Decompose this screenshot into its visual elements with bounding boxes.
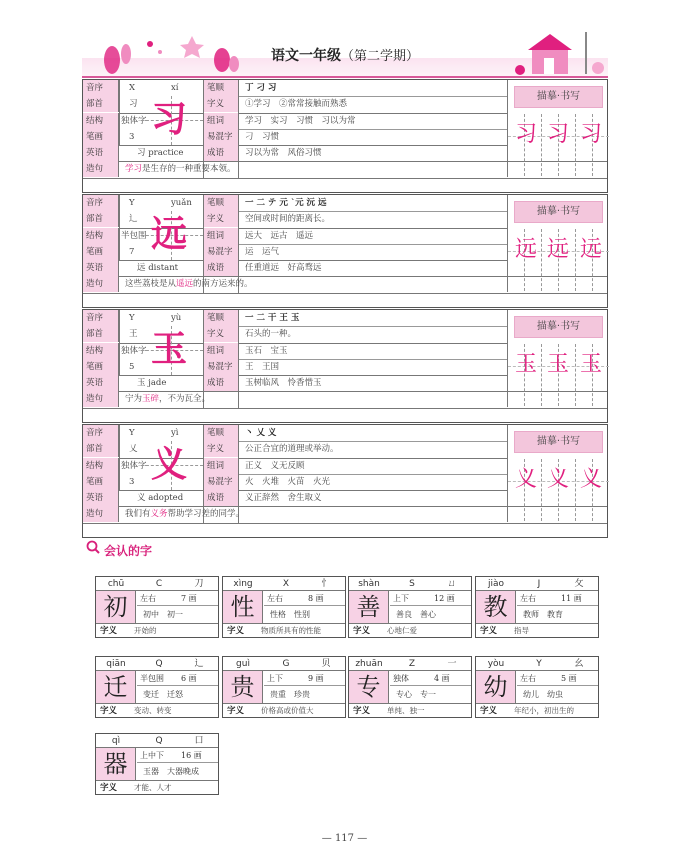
pinyin-order-label: 音序 [83, 195, 119, 211]
structure-label: 结构 [83, 113, 119, 129]
idioms-value: 习以为常 风俗习惯 [245, 148, 322, 158]
idioms-label: 成语 [204, 260, 238, 276]
card-meaning-label: 字义 [480, 626, 498, 636]
char-entry [82, 424, 608, 538]
stroke-order-label: 笔顺 [204, 425, 238, 441]
radical-label: 部首 [83, 211, 119, 227]
pinyin-text: yuǎn [171, 198, 192, 208]
card-strokes: 9 画 [308, 674, 324, 683]
card-meaning: 指导 [514, 626, 529, 635]
main-character: 义 [151, 444, 188, 485]
sentence-highlight: 玉碎 [142, 394, 160, 404]
main-character: 玉 [151, 329, 188, 370]
meaning-value: ①学习 ②常常接触而熟悉 [245, 99, 348, 109]
main-character: 远 [151, 214, 188, 255]
words-label: 组词 [204, 458, 238, 474]
card-words: 幼儿 幼虫 [523, 690, 563, 699]
radical-label: 部首 [83, 326, 119, 342]
words-value: 远大 远古 遥远 [245, 231, 314, 241]
known-char-card [222, 576, 346, 638]
card-initial: G [282, 659, 290, 669]
strokes-value: 7 [129, 247, 135, 257]
card-structure: 左右 [520, 674, 536, 683]
pinyin-text: xí [171, 83, 179, 93]
card-meaning-label: 字义 [353, 626, 371, 636]
card-character: 专 [349, 671, 389, 703]
meaning-label: 字义 [204, 441, 238, 457]
card-character: 善 [349, 591, 389, 623]
practice-heading: 描摹·书写 [514, 201, 603, 223]
words-label: 组词 [204, 343, 238, 359]
card-meaning: 心地仁爱 [387, 626, 417, 635]
card-radical: 忄 [321, 579, 331, 589]
structure-value: 独体字 [121, 116, 147, 126]
card-structure: 左右 [140, 594, 156, 603]
pinyin-order-label: 音序 [83, 310, 119, 326]
stroke-order-value: 丶 乂 义 [245, 428, 277, 438]
english-label: 英语 [83, 490, 119, 506]
card-character: 贵 [223, 671, 263, 703]
trace-character: 习 [546, 122, 569, 147]
magnifier-icon [86, 540, 100, 554]
sentence-start: 宁为 [125, 394, 143, 404]
char-entry [82, 309, 608, 423]
card-structure: 独体 [393, 674, 409, 683]
confusable-value: 运 运气 [245, 247, 280, 257]
strokes-label: 笔画 [83, 129, 119, 145]
meaning-label: 字义 [204, 211, 238, 227]
words-value: 玉石 宝玉 [245, 346, 288, 356]
sentence-end: 的南方运来的。 [193, 279, 253, 289]
card-words: 善良 善心 [396, 610, 436, 619]
sentence-highlight: 遥远 [176, 279, 194, 289]
trace-character: 义 [579, 467, 602, 492]
pinyin-order-label: 音序 [83, 80, 119, 96]
words-value: 正义 义无反顾 [245, 461, 305, 471]
confusable-label: 易混字 [204, 129, 238, 145]
strokes-value: 5 [129, 362, 135, 372]
confusable-label: 易混字 [204, 359, 238, 375]
sentence-end: ，不为瓦全。 [159, 394, 211, 404]
card-strokes: 5 画 [561, 674, 577, 683]
practice-heading: 描摹·书写 [514, 316, 603, 338]
structure-label: 结构 [83, 228, 119, 244]
page-number: — 117 — [321, 833, 368, 844]
card-character: 教 [476, 591, 516, 623]
card-words: 教师 教育 [523, 610, 563, 619]
sentence-end: 帮助学习差的同学。 [167, 509, 245, 519]
card-structure: 上中下 [140, 751, 164, 760]
confusable-value: 王 王国 [245, 362, 280, 372]
strokes-label: 笔画 [83, 244, 119, 260]
card-initial: C [155, 579, 163, 589]
known-char-card [95, 656, 219, 718]
card-pinyin: shàn [358, 579, 380, 589]
strokes-value: 3 [129, 477, 135, 487]
words-label: 组词 [204, 113, 238, 129]
card-pinyin: yòu [487, 659, 505, 669]
radical-value: 习 [129, 99, 138, 109]
card-radical: 一 [447, 659, 457, 669]
trace-character: 玉 [546, 352, 569, 377]
idioms-value: 任重道远 好高骛远 [245, 263, 322, 273]
trace-character: 习 [514, 122, 537, 147]
card-words: 专心 专一 [396, 690, 436, 699]
card-character: 幼 [476, 671, 516, 703]
card-strokes: 7 画 [181, 594, 197, 603]
card-structure: 上下 [267, 674, 283, 683]
pinyin-order-label: 音序 [83, 425, 119, 441]
card-initial: Q [155, 736, 163, 746]
trace-character: 远 [514, 237, 537, 262]
card-initial: S [409, 579, 415, 589]
initial-letter: Y [129, 428, 135, 438]
card-pinyin: xìng [233, 579, 253, 589]
card-meaning-label: 字义 [227, 626, 245, 636]
stroke-order-value: 丁 刁 习 [245, 83, 277, 93]
card-words: 变迁 迁怒 [143, 690, 183, 699]
card-strokes: 11 画 [561, 594, 582, 603]
card-words: 初中 初一 [143, 610, 183, 619]
card-meaning: 变动、转变 [134, 706, 172, 715]
card-meaning: 年纪小，初出生的 [514, 706, 574, 715]
structure-value: 独体字 [121, 461, 147, 471]
card-meaning-label: 字义 [353, 706, 371, 716]
stroke-order-label: 笔顺 [204, 310, 238, 326]
card-radical: 攵 [574, 579, 584, 589]
sentence-end: 是生存的一种重要本领。 [142, 164, 236, 174]
card-words: 性格 性别 [270, 610, 310, 619]
words-label: 组词 [204, 228, 238, 244]
stroke-order-label: 笔顺 [204, 195, 238, 211]
card-initial: X [282, 579, 290, 589]
confusable-label: 易混字 [204, 244, 238, 260]
subtitle-text: （第二学期） [340, 49, 419, 64]
page-title [82, 45, 608, 65]
card-words: 玉器 大器晚成 [143, 767, 199, 776]
card-strokes: 12 画 [434, 594, 455, 603]
idioms-label: 成语 [204, 375, 238, 391]
stroke-order-value: 一 二 干 王 玉 [245, 313, 300, 323]
card-initial: Z [408, 659, 416, 669]
card-radical: 刀 [194, 579, 204, 589]
english-value: 远 distant [137, 263, 179, 273]
radical-value: 辶 [129, 214, 138, 224]
english-label: 英语 [83, 375, 119, 391]
radical-label: 部首 [83, 96, 119, 112]
radical-label: 部首 [83, 441, 119, 457]
practice-area[interactable] [507, 425, 608, 522]
sentence-label: 造句 [83, 276, 119, 292]
idioms-label: 成语 [204, 145, 238, 161]
stroke-order-value: 一 二 テ 元 `元 沅 远 [245, 198, 327, 208]
card-pinyin: zhuān [355, 659, 383, 669]
card-strokes: 6 画 [181, 674, 197, 683]
sentence-label: 造句 [83, 506, 119, 522]
card-pinyin: chū [107, 579, 125, 589]
pinyin-text: yù [171, 313, 182, 323]
structure-label: 结构 [83, 343, 119, 359]
stroke-order-label: 笔顺 [204, 80, 238, 96]
radical-value: 王 [129, 329, 138, 339]
card-meaning: 单纯、独一 [387, 706, 425, 715]
practice-area[interactable] [507, 195, 608, 292]
card-pinyin: qì [111, 736, 121, 746]
practice-heading: 描摹·书写 [514, 86, 603, 108]
trace-character: 义 [546, 467, 569, 492]
card-strokes: 8 画 [308, 594, 324, 603]
sentence-highlight: 义务 [150, 509, 168, 519]
trace-character: 远 [546, 237, 569, 262]
meaning-value: 公正合宜的道理或举动。 [245, 444, 339, 454]
card-meaning-label: 字义 [100, 783, 118, 793]
card-pinyin: guì [236, 659, 250, 669]
card-radical: 口 [194, 736, 204, 746]
words-value: 学习 实习 习惯 习以为常 [245, 116, 356, 126]
sentence-label: 造句 [83, 161, 119, 177]
meaning-label: 字义 [204, 96, 238, 112]
sentence-start: 我们有 [125, 509, 151, 519]
sentence-highlight: 学习 [125, 164, 143, 174]
trace-character: 习 [579, 122, 602, 147]
card-meaning: 才能、人才 [134, 783, 172, 792]
card-radical: 辶 [194, 659, 204, 669]
english-label: 英语 [83, 260, 119, 276]
confusable-value: 刁 习惯 [245, 132, 280, 142]
english-value: 玉 jade [137, 378, 167, 388]
card-radical: 幺 [574, 659, 584, 669]
main-character: 习 [151, 99, 188, 140]
card-meaning: 物质所具有的性能 [261, 626, 321, 635]
initial-letter: Y [129, 313, 135, 323]
char-entry [82, 194, 608, 308]
trace-character: 玉 [514, 352, 537, 377]
english-label: 英语 [83, 145, 119, 161]
card-character: 性 [223, 591, 263, 623]
practice-heading: 描摹·书写 [514, 431, 603, 453]
idioms-label: 成语 [204, 490, 238, 506]
known-char-card [475, 656, 599, 718]
known-char-card [95, 733, 219, 795]
card-pinyin: jiào [487, 579, 505, 589]
card-meaning-label: 字义 [227, 706, 245, 716]
known-char-card [348, 656, 472, 718]
radical-value: 乂 [129, 444, 138, 454]
title-text: 语文一年级 [270, 48, 341, 64]
card-character: 初 [96, 591, 136, 623]
card-initial: Q [155, 659, 163, 669]
english-value: 习 practice [137, 148, 184, 158]
known-char-card [475, 576, 599, 638]
idioms-value: 义正辞然 舍生取义 [245, 493, 322, 503]
card-words: 贵重 珍贵 [270, 690, 310, 699]
meaning-value: 石头的一种。 [245, 329, 297, 339]
card-structure: 半包围 [140, 674, 164, 683]
page-header [82, 30, 608, 78]
card-structure: 上下 [393, 594, 409, 603]
card-character: 器 [96, 748, 136, 780]
idioms-value: 玉树临风 怜香惜玉 [245, 378, 322, 388]
card-meaning-label: 字义 [100, 626, 118, 636]
trace-character: 玉 [579, 352, 602, 377]
card-meaning-label: 字义 [100, 706, 118, 716]
known-char-card [348, 576, 472, 638]
section-title: 会认的字 [104, 544, 153, 558]
card-character: 迁 [96, 671, 136, 703]
card-strokes: 4 画 [434, 674, 450, 683]
card-radical: 贝 [321, 659, 331, 669]
card-pinyin: qiān [106, 659, 126, 669]
known-char-card [222, 656, 346, 718]
confusable-value: 火 火堆 火苗 火光 [245, 477, 331, 487]
card-initial: J [537, 579, 541, 589]
meaning-value: 空间或时间的距离长。 [245, 214, 331, 224]
strokes-value: 3 [129, 132, 135, 142]
initial-letter: X [129, 83, 136, 93]
card-meaning-label: 字义 [480, 706, 498, 716]
card-radical: ㄩ [447, 579, 457, 589]
char-entry [82, 79, 608, 193]
structure-value: 半包围 [121, 231, 147, 241]
card-meaning: 价格高或价值大 [261, 706, 314, 715]
pinyin-text: yì [171, 428, 179, 438]
card-strokes: 16 画 [181, 751, 202, 760]
practice-area[interactable] [507, 80, 608, 177]
structure-label: 结构 [83, 458, 119, 474]
initial-letter: Y [129, 198, 135, 208]
known-char-card [95, 576, 219, 638]
card-meaning: 开始的 [134, 626, 157, 635]
trace-character: 远 [579, 237, 602, 262]
structure-value: 独体字 [121, 346, 147, 356]
confusable-label: 易混字 [204, 474, 238, 490]
practice-area[interactable] [507, 310, 608, 407]
trace-character: 义 [514, 467, 537, 492]
card-structure: 左右 [267, 594, 283, 603]
strokes-label: 笔画 [83, 474, 119, 490]
strokes-label: 笔画 [83, 359, 119, 375]
sentence-label: 造句 [83, 391, 119, 407]
meaning-label: 字义 [204, 326, 238, 342]
english-value: 义 adopted [137, 493, 184, 503]
sentence-start: 这些荔枝是从 [125, 279, 177, 289]
card-initial: Y [536, 659, 542, 669]
card-structure: 左右 [520, 594, 536, 603]
